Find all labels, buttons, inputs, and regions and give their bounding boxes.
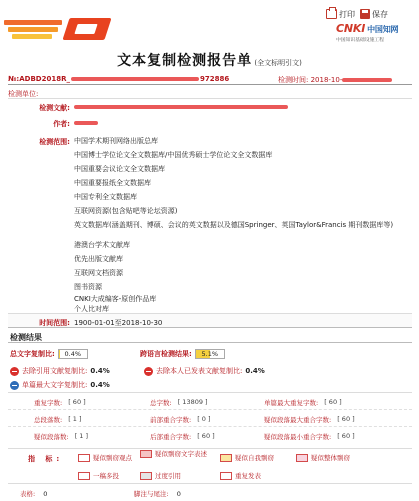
author-label: 作者: (53, 120, 70, 128)
self-excluded-value: 0.4% (245, 367, 265, 375)
quote-excluded-value: 0.4% (90, 367, 110, 375)
page-title-sub: (全文标明引文) (254, 59, 302, 67)
stat-label: 疑似段落最大重合字数: (264, 416, 332, 424)
stat-value: [ 60 ] (337, 432, 355, 440)
scope-item: 中国博士学位论文全文数据库/中国优秀硕士学位论文全文数据库 (74, 151, 273, 159)
author-row (8, 119, 412, 129)
check-time-label: 检测时间: (278, 76, 309, 84)
scope-item: 优先出版文献库 (74, 255, 123, 263)
report-number-prefix: ADBD2018R_ (19, 75, 70, 83)
redaction-mark (71, 77, 199, 81)
legend-label: 疑似剽窃文字表述 (155, 450, 207, 458)
legend-label: 疑似剽窃观点 (93, 454, 132, 462)
document-row (8, 103, 412, 113)
stat-label: 总段落数: (34, 416, 63, 424)
page-title: 文本复制检测报告单 (117, 53, 253, 69)
author-value (74, 119, 98, 127)
legend-label: 一稿多投 (93, 472, 119, 480)
single-max-ratio (10, 380, 110, 390)
self-excluded-ratio (144, 366, 265, 376)
document-label: 检测文献: (39, 104, 70, 112)
report-number-label: №: (8, 75, 20, 83)
legend-item (140, 472, 181, 480)
time-range-row (8, 313, 412, 328)
legend-item (78, 472, 119, 480)
tables-count (20, 489, 47, 498)
total-copy-value: 0.4% (64, 350, 82, 358)
legend-swatch (296, 454, 308, 462)
stat-cell (150, 432, 215, 441)
stat-value: [ 60 ] (197, 432, 215, 440)
scope-row (8, 137, 412, 147)
grid-divider (8, 409, 412, 410)
scope-item: 中国学术期刊网络出版总库 (74, 137, 158, 145)
document-value (74, 103, 288, 111)
scope-item: 港澳台学术文献库 (74, 241, 130, 249)
print-label: 打印 (339, 9, 355, 19)
scope-item: 个人比对库 (74, 305, 109, 313)
legend-item (220, 472, 261, 480)
stat-label: 重复字数: (34, 399, 63, 407)
cross-language-result (140, 349, 225, 359)
legend-label: 重复发表 (235, 472, 261, 480)
legend-label: 疑似整体剽窃 (311, 454, 350, 462)
stat-cell (34, 398, 86, 407)
result-section-title: 检测结果 (10, 333, 42, 342)
stat-cell (264, 398, 342, 407)
legend-label: 过度引用 (155, 472, 181, 480)
save-button[interactable] (360, 8, 388, 20)
self-excluded-label: 去除本人已发表文献复制比: (156, 367, 243, 375)
remove-icon (144, 367, 153, 376)
stat-cell (34, 432, 88, 441)
formula-value: 0 (176, 490, 181, 498)
single-max-label: 单篇最大文字复制比: (22, 381, 88, 389)
stat-value: [ 60 ] (68, 398, 86, 406)
title-area (0, 50, 419, 70)
check-time (278, 75, 392, 85)
redaction-mark (342, 78, 392, 82)
stat-value: [ 60 ] (337, 415, 355, 423)
stat-label: 前部重合字数: (150, 416, 192, 424)
report-number-suffix: 972886 (199, 75, 230, 83)
stat-value: [ 60 ] (324, 398, 342, 406)
stat-cell (150, 398, 208, 407)
stat-value: [ 0 ] (197, 415, 211, 423)
grid-divider (8, 426, 412, 427)
top-bar (0, 0, 419, 48)
printer-icon (326, 9, 337, 19)
scope-item: 中国重要报纸全文数据库 (74, 179, 151, 187)
stat-cell (34, 415, 82, 424)
legend-title: 指 标: (28, 455, 64, 463)
scope-item: 互联网文档资源 (74, 269, 123, 277)
save-label: 保存 (372, 9, 388, 19)
result-section-header (8, 330, 412, 343)
legend-item (140, 450, 211, 458)
tables-value: 0 (43, 490, 48, 498)
legend-swatch (78, 454, 90, 462)
stat-value: [ 13809 ] (177, 398, 208, 406)
save-icon (360, 9, 370, 19)
cnki-brand-zh: 中国知网 (367, 25, 399, 34)
indicator-legend (8, 448, 412, 484)
amlc-logo (4, 18, 108, 42)
legend-item (78, 454, 132, 462)
stat-cell (150, 415, 211, 424)
print-button[interactable] (326, 8, 355, 20)
stat-label: 单篇最大重复字数: (264, 399, 319, 407)
stat-cell (264, 432, 355, 441)
formula-label: 脚注与尾注: (134, 490, 169, 498)
single-doc-icon (10, 381, 19, 390)
time-range-label: 时间范围: (39, 319, 70, 327)
cnki-logo (336, 22, 418, 44)
total-copy-ratio (10, 349, 88, 359)
report-meta (8, 72, 412, 85)
stat-cell (264, 415, 355, 424)
legend-item (296, 454, 350, 462)
remove-icon (10, 367, 19, 376)
scope-label: 检测范围: (39, 138, 70, 146)
cross-language-label: 跨语言检测结果: (140, 350, 192, 358)
legend-swatch (78, 472, 90, 480)
tables-label: 表格: (20, 490, 36, 498)
cnki-brand-en: CNKI (336, 22, 366, 35)
stat-label: 疑似段落数: (34, 433, 69, 441)
stat-label: 疑似段落最小重合字数: (264, 433, 332, 441)
scope-item: 中国重要会议论文全文数据库 (74, 165, 165, 173)
scope-item: 图书资源 (74, 283, 102, 291)
stat-value: [ 1 ] (68, 415, 82, 423)
stat-label: 后部重合字数: (150, 433, 192, 441)
legend-item (220, 454, 274, 462)
quote-excluded-label: 去除引用文献复制比: (22, 367, 88, 375)
legend-swatch (140, 450, 152, 458)
cross-language-value: 5.1% (201, 350, 219, 358)
cnki-tagline: 中国知识基础设施工程 (336, 38, 384, 43)
total-copy-fill (59, 350, 61, 358)
check-time-value: 2018-10- (310, 76, 343, 84)
stat-label: 总字数: (150, 399, 172, 407)
legend-swatch (140, 472, 152, 480)
scope-item: 英文数据库(涵盖期刊、博硕、会议的英文数据以及德国Springer、英国Taylor&Francis 期刊数据库等) (74, 221, 394, 229)
legend-swatch (220, 472, 232, 480)
scope-item: CNKI大成编客-原创作品库 (74, 295, 157, 303)
legend-swatch (220, 454, 232, 462)
result-stats-grid (8, 392, 412, 446)
footer-stats (8, 486, 412, 499)
formula-count (134, 489, 181, 498)
legend-label: 疑似自我剽窃 (235, 454, 274, 462)
total-copy-bar (58, 349, 88, 359)
check-unit-label: 检测单位: (8, 90, 39, 98)
scope-item: 中国专利全文数据库 (74, 193, 137, 201)
total-copy-label: 总文字复制比: (10, 350, 55, 358)
redaction-mark (74, 105, 288, 109)
document-info (8, 98, 412, 327)
report-number (8, 75, 229, 83)
cross-language-bar (195, 349, 225, 359)
scope-item: 互联网资源(包含贴吧等论坛资源) (74, 207, 178, 215)
time-range-value: 1900-01-01至2018-10-30 (74, 319, 163, 327)
single-max-value: 0.4% (90, 381, 110, 389)
stat-value: [ 1 ] (74, 432, 89, 440)
redaction-mark (74, 121, 98, 125)
quote-excluded-ratio (10, 366, 110, 376)
